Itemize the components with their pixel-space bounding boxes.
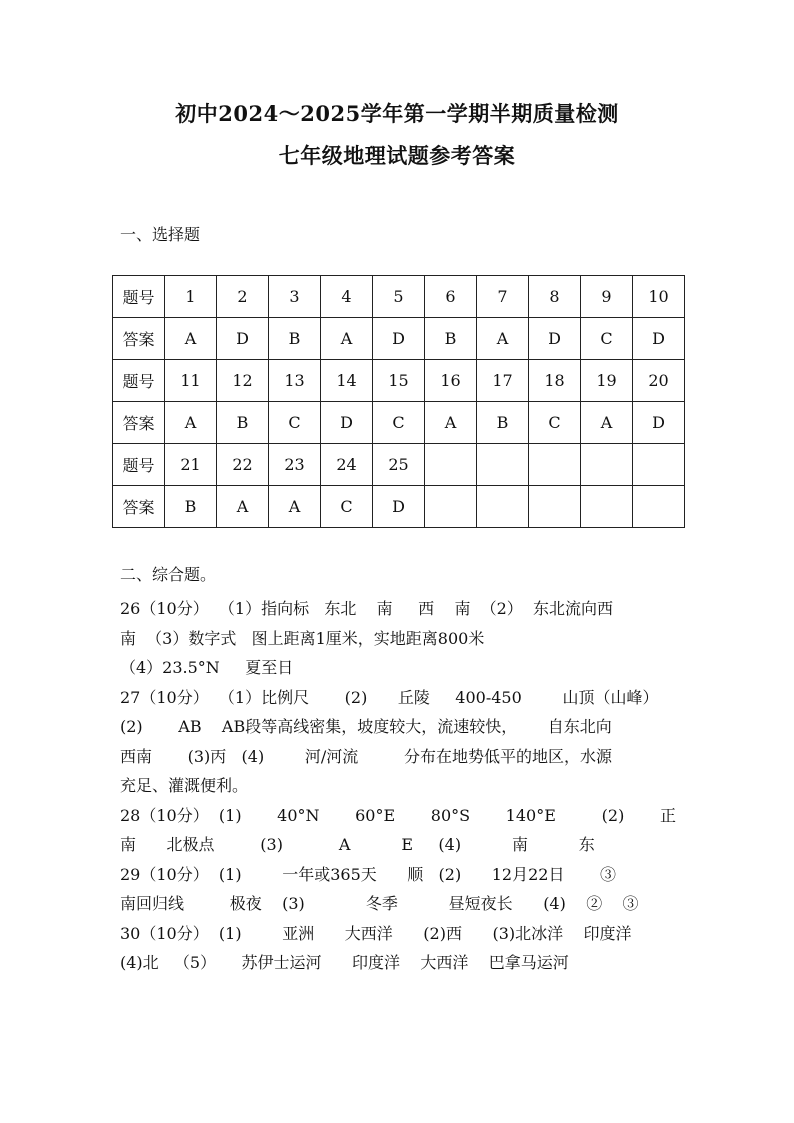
table-cell: D	[529, 318, 581, 360]
table-cell: B	[477, 402, 529, 444]
answer-line: 南 （3）数字式 图上距离1厘米，实地距离800米	[120, 628, 485, 648]
table-cell: 10	[633, 276, 685, 318]
table-row	[113, 444, 685, 486]
answer-line: 28（10分） (1) 40°N 60°E 80°S 140°E (2) 正	[120, 805, 676, 825]
row-label: 题号	[113, 360, 165, 402]
answer-line: (2) AB AB段等高线密集，坡度较大，流速较快， 自东北向	[120, 717, 612, 736]
table-cell: 19	[581, 360, 633, 402]
table-cell: 21	[165, 444, 217, 486]
table-cell: C	[581, 318, 633, 360]
table-cell: A	[165, 318, 217, 360]
table-cell: A	[269, 486, 321, 528]
table-cell: 6	[425, 276, 477, 318]
table-cell: 3	[269, 276, 321, 318]
table-cell: A	[321, 318, 373, 360]
row-label: 题号	[113, 276, 165, 318]
table-cell: C	[321, 486, 373, 528]
table-cell: 15	[373, 360, 425, 402]
table-cell: 11	[165, 360, 217, 402]
table-cell	[477, 486, 529, 528]
row-label: 答案	[113, 486, 165, 528]
table-cell: C	[269, 402, 321, 444]
row-label: 题号	[113, 444, 165, 486]
answer-line: 南 北极点 (3) A E (4) 南 东	[120, 835, 595, 854]
table-cell: B	[217, 402, 269, 444]
table-cell	[529, 444, 581, 486]
answer-line: 30（10分） (1) 亚洲 大西洋 (2)西 (3)北冰洋 印度洋	[120, 923, 632, 943]
table-cell	[581, 486, 633, 528]
table-cell: 7	[477, 276, 529, 318]
section-heading-choice: 一、选择题	[120, 225, 201, 244]
table-cell: 5	[373, 276, 425, 318]
table-cell	[633, 444, 685, 486]
table-cell: C	[529, 402, 581, 444]
title-line-1: 初中2024～2025学年第一学期半期质量检测	[175, 101, 619, 126]
table-cell: A	[165, 402, 217, 444]
table-cell: A	[477, 318, 529, 360]
table-cell	[477, 444, 529, 486]
answer-line: 27（10分） （1）比例尺 (2) 丘陵 400-450 山顶（山峰）	[120, 687, 659, 707]
answer-line: 南回归线 极夜 (3) 冬季 昼短夜长 (4) ② ③	[120, 894, 639, 913]
table-cell: D	[633, 402, 685, 444]
table-cell: C	[373, 402, 425, 444]
table-cell: 25	[373, 444, 425, 486]
table-cell	[581, 444, 633, 486]
table-cell: 18	[529, 360, 581, 402]
table-cell	[425, 444, 477, 486]
title-line-2: 七年级地理试题参考答案	[278, 143, 516, 168]
table-cell: 1	[165, 276, 217, 318]
table-row	[113, 486, 685, 528]
section-heading-comprehensive: 二、综合题。	[120, 565, 217, 584]
table-cell: 2	[217, 276, 269, 318]
table-cell: 16	[425, 360, 477, 402]
table-cell: D	[217, 318, 269, 360]
table-row	[113, 318, 685, 360]
table-cell: A	[217, 486, 269, 528]
answer-line: 26（10分） （1）指向标 东北 南 西 南 （2） 东北流向西	[120, 599, 613, 618]
table-cell: 22	[217, 444, 269, 486]
table-row	[113, 276, 685, 318]
table-cell	[425, 486, 477, 528]
table-cell: 14	[321, 360, 373, 402]
table-cell	[529, 486, 581, 528]
answer-line: (4)北 （5） 苏伊士运河 印度洋 大西洋 巴拿马运河	[120, 953, 569, 972]
answer-line: 西南 (3)丙 (4) 河/河流 分布在地势低平的地区，水源	[120, 746, 613, 766]
table-cell: D	[373, 486, 425, 528]
table-cell: B	[269, 318, 321, 360]
table-cell: D	[321, 402, 373, 444]
table-cell: 9	[581, 276, 633, 318]
row-label: 答案	[113, 402, 165, 444]
answer-line: 29（10分） (1) 一年或365天 顺 (2) 12月22日 ③	[120, 864, 617, 884]
table-cell: A	[581, 402, 633, 444]
table-row	[113, 360, 685, 402]
table-cell: 20	[633, 360, 685, 402]
comprehensive-answers	[120, 594, 690, 978]
table-cell: 23	[269, 444, 321, 486]
table-cell: 4	[321, 276, 373, 318]
table-cell: 13	[269, 360, 321, 402]
answer-line: （4）23.5°N 夏至日	[120, 658, 294, 677]
table-cell: 17	[477, 360, 529, 402]
answer-table	[112, 275, 685, 528]
table-cell: B	[165, 486, 217, 528]
table-row	[113, 402, 685, 444]
table-cell: D	[373, 318, 425, 360]
answer-line: 充足、灌溉便利。	[120, 776, 249, 795]
table-cell: 12	[217, 360, 269, 402]
table-cell: B	[425, 318, 477, 360]
table-cell: A	[425, 402, 477, 444]
table-cell: 8	[529, 276, 581, 318]
table-cell: 24	[321, 444, 373, 486]
row-label: 答案	[113, 318, 165, 360]
table-cell	[633, 486, 685, 528]
table-cell: D	[633, 318, 685, 360]
